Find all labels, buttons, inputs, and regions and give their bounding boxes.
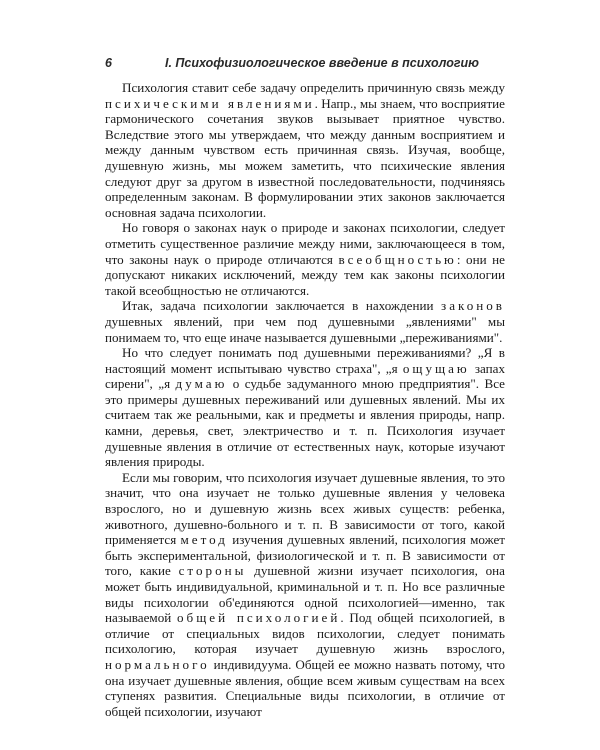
text-run: Если мы говорим, что психология изучает душевные явления, то это значит, что она изучает не только душевные явления у человека взрослого, но и душевную жизнь всех живых существ: ребенка, животного, душевно-больного и т. п. В зависимости от того, какой применяется: [105, 469, 505, 548]
spaced-emphasis: законов: [441, 298, 505, 314]
paragraph: [105, 298, 505, 345]
spaced-emphasis: метод: [180, 532, 228, 548]
text-run: . Напр., мы знаем, что восприятие гармонического сочетания звуков вызывает приятное чувство. Вследствие этого мы утверждаем, что между данным восприятием и между данным чувством есть причинная связь. Изучая, вообще, душевную жизнь, мы можем заметить, что психические явления следуют друг за другом в известной последовательности, подчиняясь определенным законам. В формулировании этих законов заключается основная задача психологии.: [105, 95, 505, 220]
spaced-emphasis: психическими явлениями: [105, 95, 315, 111]
text-run: запах сирени", „я: [105, 360, 506, 392]
text-run: : они не допускают никаких исключений, между тем как законы психологии такой всеобщностью не отличаются.: [105, 251, 505, 298]
text-run: Психология ставит себе задачу определить причинную связь между: [122, 80, 505, 95]
chapter-title: I. Психофизиологическое введение в психологию: [165, 56, 479, 70]
page-number: 6: [105, 56, 112, 70]
text-run: душевных явлений, при чем под душевными „явлениями" мы понимаем то, что еще иначе называется душевными „переживаниями".: [105, 313, 505, 345]
text-run: Но что следует понимать под душевными переживаниями? „Я в настоящий момент испытываю чувство страха", „я: [105, 345, 505, 376]
text-run: о судьбе задуманного мною предприятия". Все это примеры душевных переживаний или душевных явлений. Мы их считаем так же реальными, как и предметы и явления природы, напр. камни, деревья, свет, электричество и т. п. Психология изучает душевные явления в отличие от естественных наук, которые изучают явления природы.: [105, 376, 505, 470]
text-run: Но говоря о законах наук о природе и законах психологии, следует отметить существенное различие между ними, заключающееся в том, что законы наук о природе отличаются: [105, 220, 505, 267]
paragraph: [105, 80, 505, 220]
paragraph: [105, 220, 505, 298]
spaced-emphasis: общей психологией: [177, 610, 341, 626]
text-run: изучения душевных явлений, психология может быть экспериментальной, физиологической и т. п. В зависимости от того, какие: [105, 532, 505, 579]
body-text: [105, 80, 505, 719]
spaced-emphasis: стороны: [178, 563, 247, 579]
running-header: [105, 56, 505, 76]
paragraph: [105, 470, 505, 720]
spaced-emphasis: нормального: [105, 656, 210, 672]
text-run: душевной жизни изучает психология, она может быть индивидуальной, криминальной и т. п. Но все различные виды психологии об'единяются одной психологией—именно, так называемой: [105, 563, 505, 626]
paragraph: [105, 345, 505, 470]
spaced-emphasis: думаю: [175, 376, 228, 392]
text-run: Итак, задача психологии заключается в нахождении: [122, 298, 442, 314]
text-run: индивидуума. Общей ее можно назвать потому, что она изучает душевные явления, общие всем живым существам на всех ступенях развития. Специальные виды психологии, в отличие от общей психологии, изучают: [105, 656, 505, 719]
spaced-emphasis: ощущаю: [402, 360, 470, 376]
spaced-emphasis: всеобщностью: [338, 251, 457, 267]
text-run: . Под общей психологией, в отличие от специальных видов психологии, следует понимать психологию, которая изучает душевную жизнь взрослого,: [105, 610, 505, 657]
